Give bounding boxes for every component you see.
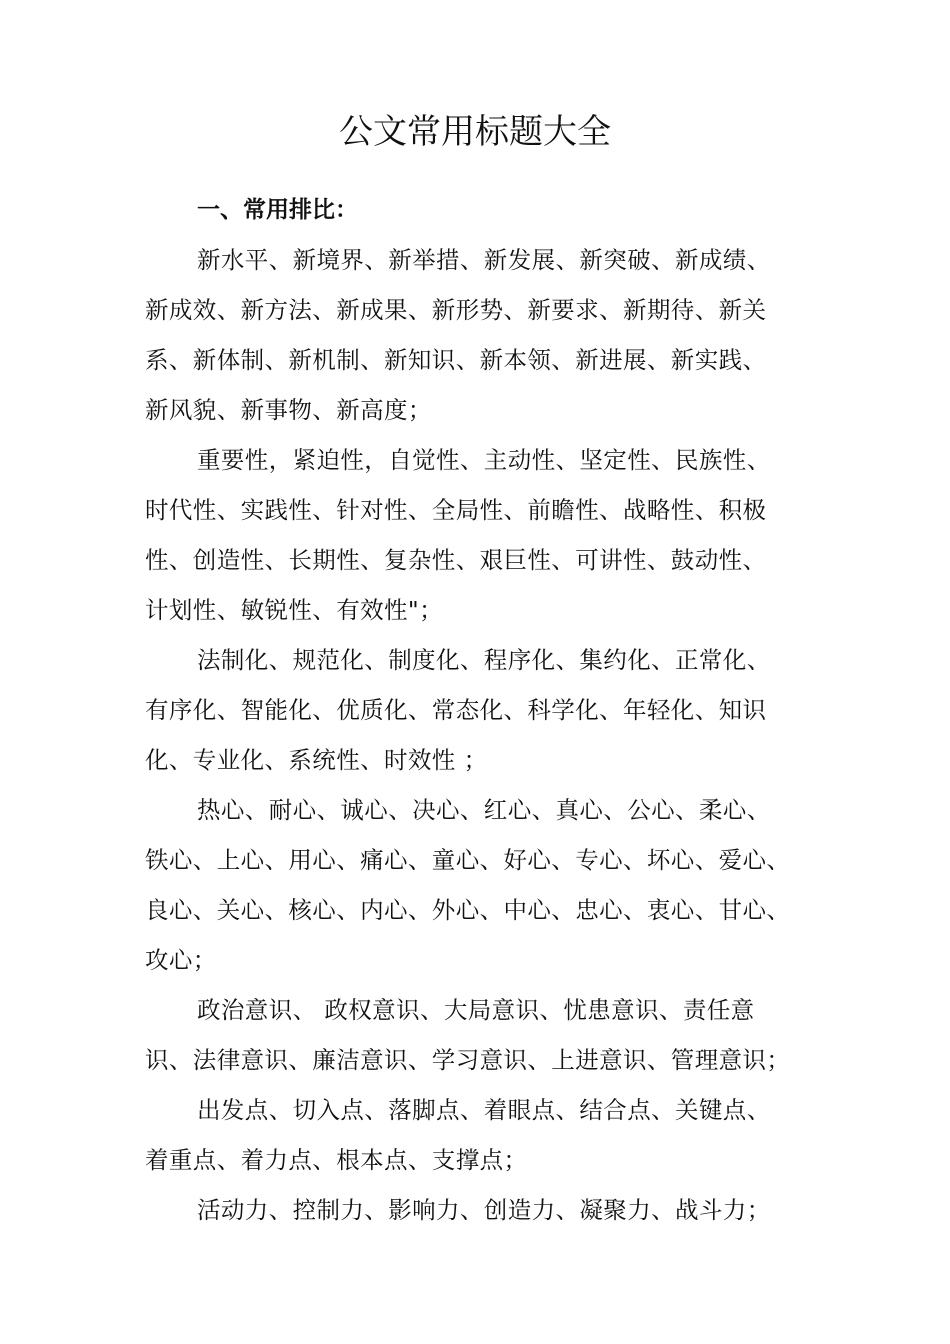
paragraph-line: 重要性，紧迫性，自觉性、主动性、坚定性、民族性、 (197, 446, 771, 474)
document-body (145, 185, 825, 1235)
paragraph-line: 良心、关心、核心、内心、外心、中心、忠心、衷心、甘心、 (145, 896, 791, 924)
paragraph-line: 新水平、新境界、新举措、新发展、新突破、新成绩、 (197, 246, 771, 274)
paragraph-line: 政治意识、 政权意识、大局意识、忧患意识、责任意 (197, 996, 755, 1024)
paragraph-line: 性、创造性、长期性、复杂性、艰巨性、可讲性、鼓动性、 (145, 546, 767, 574)
body-paragraph (145, 435, 825, 635)
paragraph-line: 新成效、新方法、新成果、新形势、新要求、新期待、新关 (145, 296, 767, 324)
paragraph-line: 计划性、敏锐性、有效性"； (145, 596, 444, 624)
document-title: 公文常用标题大全 (339, 112, 611, 152)
body-paragraph (145, 635, 825, 785)
paragraph-line: 新风貌、新事物、新高度； (145, 396, 432, 424)
paragraph-line: 识、法律意识、廉洁意识、学习意识、上进意识、管理意识； (145, 1046, 791, 1074)
paragraph-line: 着重点、着力点、根本点、支撑点； (145, 1146, 528, 1174)
body-paragraph (145, 1185, 825, 1235)
paragraph-line: 法制化、规范化、制度化、程序化、集约化、正常化、 (197, 646, 771, 674)
paragraph-line: 热心、耐心、诚心、决心、红心、真心、公心、柔心、 (197, 796, 771, 824)
paragraph-line: 铁心、上心、用心、痛心、童心、好心、专心、坏心、爱心、 (145, 846, 791, 874)
paragraph-line: 化、专业化、系统性、时效性 ； (145, 746, 488, 774)
body-paragraph (145, 1085, 825, 1185)
section-heading: 一、常用排比： (197, 197, 358, 223)
paragraph-line: 时代性、实践性、针对性、全局性、前瞻性、战略性、积极 (145, 496, 767, 524)
paragraph-line: 系、新体制、新机制、新知识、新本领、新进展、新实践、 (145, 346, 767, 374)
paragraph-line: 有序化、智能化、优质化、常态化、科学化、年轻化、知识 (145, 696, 767, 724)
body-paragraph (145, 785, 825, 985)
paragraph-list (145, 235, 825, 1235)
paragraph-line: 活动力、控制力、影响力、创造力、凝聚力、战斗力； (197, 1196, 771, 1224)
body-paragraph (145, 235, 825, 435)
body-paragraph (145, 985, 825, 1085)
paragraph-line: 出发点、切入点、落脚点、着眼点、结合点、关键点、 (197, 1096, 771, 1124)
paragraph-line: 攻心； (145, 946, 217, 974)
